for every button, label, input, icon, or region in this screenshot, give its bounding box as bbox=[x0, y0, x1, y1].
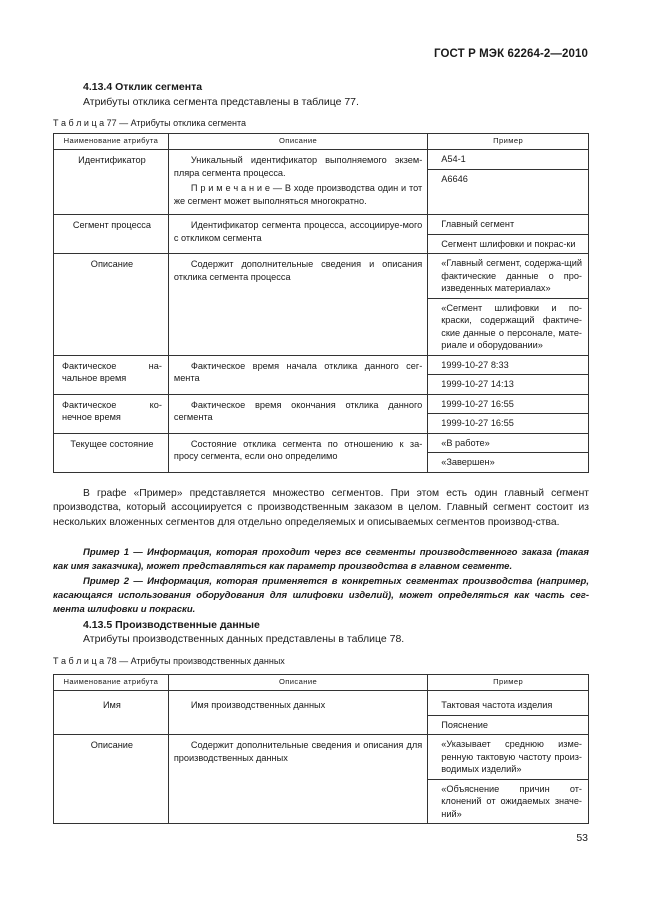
section-intro-4-13-5: Атрибуты производственных данных представлены в таблице 78. bbox=[83, 633, 405, 645]
attribute-examples bbox=[428, 394, 589, 433]
table77-caption bbox=[53, 118, 246, 128]
example-value: 1999-10-27 16:55 bbox=[441, 418, 514, 428]
description-text: Имя производственных данных bbox=[190, 700, 326, 710]
description-text: Уникальный идентификатор выполняемого экзем-пляра сегмента процесса. bbox=[173, 155, 423, 178]
example-value: «Сегмент шлифовки и по-краски, содержащий фактиче-ские данные о персонале, мате-риале и оборудовании» bbox=[441, 302, 582, 350]
description-text: Содержит дополнительные сведения и описания отклика сегмента процесса bbox=[173, 259, 423, 282]
table-row bbox=[54, 215, 589, 254]
table-77 bbox=[53, 133, 589, 473]
example-value: «Главный сегмент, содержа-щий фактические данные о про-изведенных материалах» bbox=[428, 254, 588, 299]
attribute-description bbox=[168, 254, 427, 356]
example-value: А54-1 bbox=[428, 150, 588, 170]
example-value: «Завершен» bbox=[441, 457, 495, 467]
table78-header-example: Пример bbox=[428, 675, 589, 691]
description-text: Фактическое время окончания отклика данного сегмента bbox=[173, 399, 423, 422]
table77-caption-title: 77 — Атрибуты отклика сегмента bbox=[104, 118, 246, 128]
table-78 bbox=[53, 674, 589, 824]
attribute-description bbox=[168, 735, 427, 824]
attribute-name-line: Фактическое ко- bbox=[62, 399, 162, 410]
attribute-name: Идентификатор bbox=[54, 150, 169, 215]
section-intro-4-13-4: Атрибуты отклика сегмента представлены в таблице 77. bbox=[83, 96, 359, 108]
attribute-description bbox=[168, 355, 427, 394]
example-value: Пояснение bbox=[441, 719, 489, 730]
attribute-name bbox=[54, 394, 169, 433]
table77-header-description: Описание bbox=[168, 134, 427, 150]
table-row bbox=[54, 735, 589, 824]
description-text: Фактическое время начала отклика данного сег-мента bbox=[173, 360, 423, 383]
table78-header-description: Описание bbox=[168, 675, 427, 691]
example-value: Главный сегмент bbox=[428, 215, 588, 235]
attribute-name-line: чальное время bbox=[62, 373, 127, 383]
table-row bbox=[54, 355, 589, 394]
body-paragraph: В графе «Пример» представляется множество сегментов. При этом есть один главный сегмент производства, который ассоциируется с производственным заказом в целом. Главный сегмент состоит из нескольких вложенных сегментов для отдельно определяемых и описываемых сегментов производ-ства. bbox=[53, 488, 589, 528]
attribute-description bbox=[168, 433, 427, 472]
attribute-name bbox=[54, 355, 169, 394]
table78-header-attribute: Наименование атрибута bbox=[54, 675, 169, 691]
example-value: «В работе» bbox=[428, 434, 588, 454]
table-row bbox=[54, 150, 589, 215]
example-2: Пример 2 — Информация, которая применяется в конкретных сегментах производства (например, касающаяся использования оборудования для шлифовки изделий), может определяться как часть сег-мента шлифовки и покраски. bbox=[53, 576, 589, 615]
table-row bbox=[54, 394, 589, 433]
table77-header-example: Пример bbox=[428, 134, 589, 150]
attribute-examples bbox=[428, 355, 589, 394]
table78-caption-prefix: Т а б л и ц а bbox=[53, 656, 105, 666]
example-value: 1999-10-27 8:33 bbox=[428, 356, 588, 376]
attribute-description bbox=[168, 394, 427, 433]
description-note: П р и м е ч а н и е — В ходе производства один и тот же сегмент может выполняться многократно. bbox=[173, 183, 423, 206]
table-row bbox=[54, 691, 589, 735]
example-1: Пример 1 — Информация, которая проходит через все сегменты производственного заказа (такая как имя заказчика), может представляться как параметр производства в главном сегменте. bbox=[53, 547, 589, 572]
table78-header-row bbox=[54, 675, 589, 691]
attribute-examples bbox=[428, 215, 589, 254]
attribute-examples bbox=[428, 735, 589, 824]
table77-caption-prefix: Т а б л и ц а bbox=[53, 118, 105, 128]
description-text: Содержит дополнительные сведения и описания для производственных данных bbox=[173, 740, 423, 763]
example-value: Сегмент шлифовки и покрас-ки bbox=[441, 238, 576, 249]
attribute-description bbox=[168, 691, 427, 735]
table77-header-row bbox=[54, 134, 589, 150]
attribute-examples bbox=[428, 150, 589, 215]
example-value: 1999-10-27 16:55 bbox=[428, 395, 588, 415]
attribute-name-line: нечное время bbox=[62, 412, 121, 422]
example-value: А6646 bbox=[441, 174, 468, 184]
standard-header: ГОСТ Р МЭК 62264-2—2010 bbox=[434, 48, 588, 60]
table77-header-attribute: Наименование атрибута bbox=[54, 134, 169, 150]
attribute-examples bbox=[428, 691, 589, 735]
table-row bbox=[54, 254, 589, 356]
example-value: «Объяснение причин от-клонений от ожидаемых значе-ний» bbox=[441, 783, 582, 819]
attribute-name: Описание bbox=[54, 735, 169, 824]
example-value: 1999-10-27 14:13 bbox=[441, 379, 514, 389]
description-text: Идентификатор сегмента процесса, ассоциируе-мого с откликом сегмента bbox=[173, 220, 423, 243]
table78-caption-title: 78 — Атрибуты производственных данных bbox=[104, 656, 285, 666]
attribute-description bbox=[168, 215, 427, 254]
section-title-4-13-4: 4.13.4 Отклик сегмента bbox=[83, 81, 203, 93]
attribute-examples bbox=[428, 254, 589, 356]
attribute-examples bbox=[428, 433, 589, 472]
attribute-description bbox=[168, 150, 427, 215]
table78-caption bbox=[53, 656, 285, 666]
section-title-4-13-5: 4.13.5 Производственные данные bbox=[83, 619, 260, 631]
attribute-name: Описание bbox=[54, 254, 169, 356]
example-value: «Указывает среднюю изме-ренную тактовую частоту произ-водимых изделий» bbox=[428, 735, 588, 780]
attribute-name: Текущее состояние bbox=[54, 433, 169, 472]
page-number: 53 bbox=[576, 832, 588, 844]
example-value: Тактовая частота изделия bbox=[428, 691, 588, 716]
attribute-name: Сегмент процесса bbox=[54, 215, 169, 254]
table-row bbox=[54, 433, 589, 472]
attribute-name-line: Фактическое на- bbox=[62, 360, 162, 371]
attribute-name: Имя bbox=[54, 691, 169, 735]
description-text: Состояние отклика сегмента по отношению к за-просу сегмента, если оно определимо bbox=[173, 438, 423, 461]
